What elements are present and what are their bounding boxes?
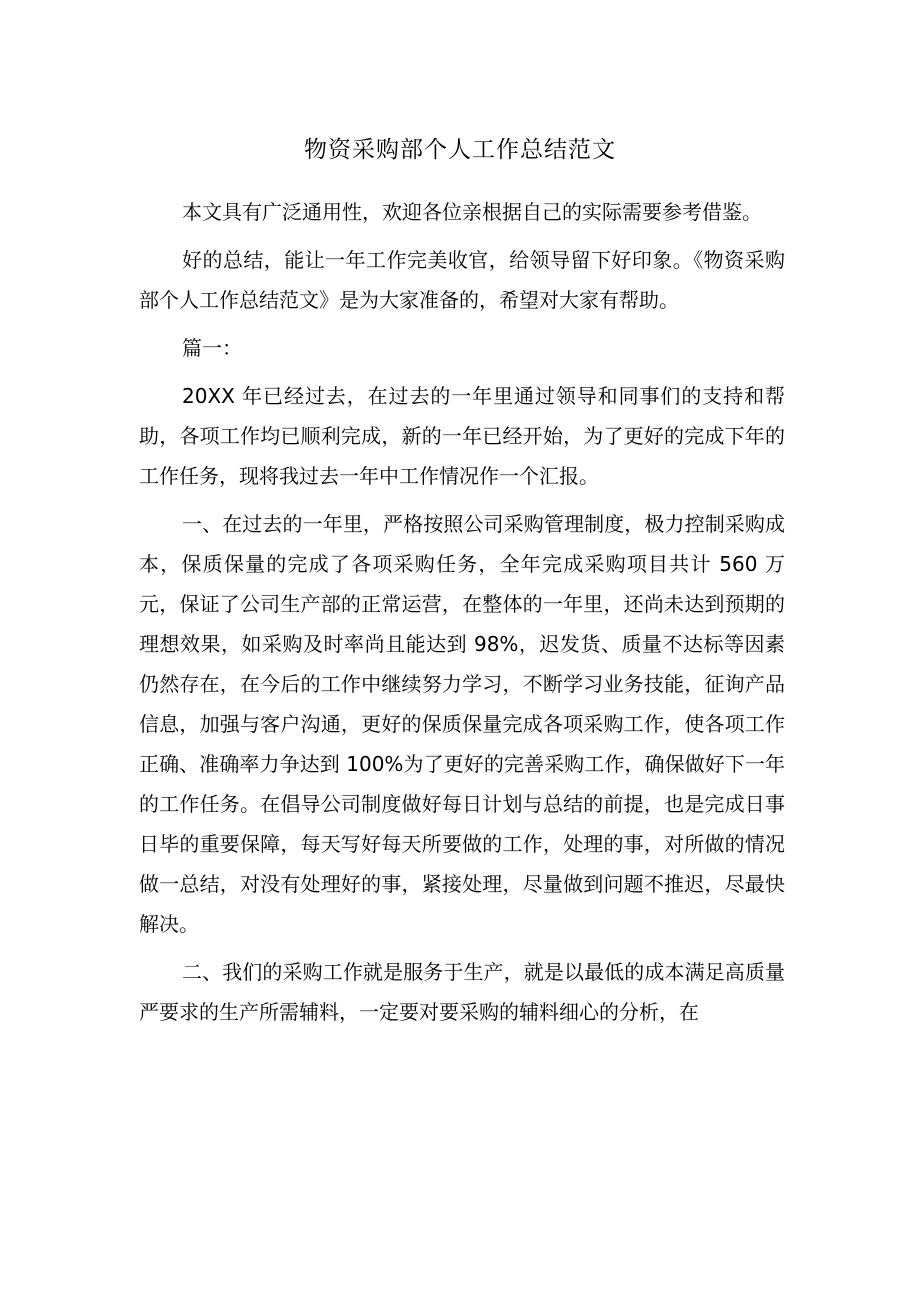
paragraph-section-heading: 篇一： bbox=[182, 336, 242, 360]
document-title: 物资采购部个人工作总结范文 bbox=[304, 137, 616, 163]
paragraph-preface: 好的总结，能让一年工作完美收官，给领导留下好印象。《物资采购部个人工作总结范文》是为大家准备的，希望对大家有帮助。 bbox=[139, 248, 785, 312]
document-body bbox=[139, 192, 785, 1032]
paragraph-overview: 20XX 年已经过去，在过去的一年里通过领导和同事们的支持和帮助，各项工作均已顺利完成，新的一年已经开始，为了更好的完成下年的工作任务，现将我过去一年中工作情况作一个汇报。 bbox=[139, 384, 785, 488]
paragraph-intro: 本文具有广泛通用性，欢迎各位亲根据自己的实际需要参考借鉴。 bbox=[182, 200, 762, 224]
paragraph-point-two: 二、我们的采购工作就是服务于生产，就是以最低的成本满足高质量严要求的生产所需辅料，一定要对要采购的辅料细心的分析，在 bbox=[139, 960, 785, 1024]
paragraph-point-one: 一、在过去的一年里，严格按照公司采购管理制度，极力控制采购成本，保质保量的完成了各项采购任务，全年完成采购项目共计 560 万元，保证了公司生产部的正常运营，在整体的一年里，还尚未达到预期的理想效果，如采购及时率尚且能达到 98%，迟发货、质量不达标等因素仍然存在，在今后的工作中继续努力学习，不断学习业务技能，征询产品信息，加强与客户沟通，更好的保质保量完成各项采购工作，使各项工作正确、准确率力争达到 100%为了更好的完善采购工作，确保做好下一年的工作任务。在倡导公司制度做好每日计划与总结的前提，也是完成日事日毕的重要保障，每天写好每天所要做的工作，处理的事，对所做的情况做一总结，对没有处理好的事，紧接处理，尽量做到问题不推迟，尽最快解决。 bbox=[139, 512, 785, 936]
